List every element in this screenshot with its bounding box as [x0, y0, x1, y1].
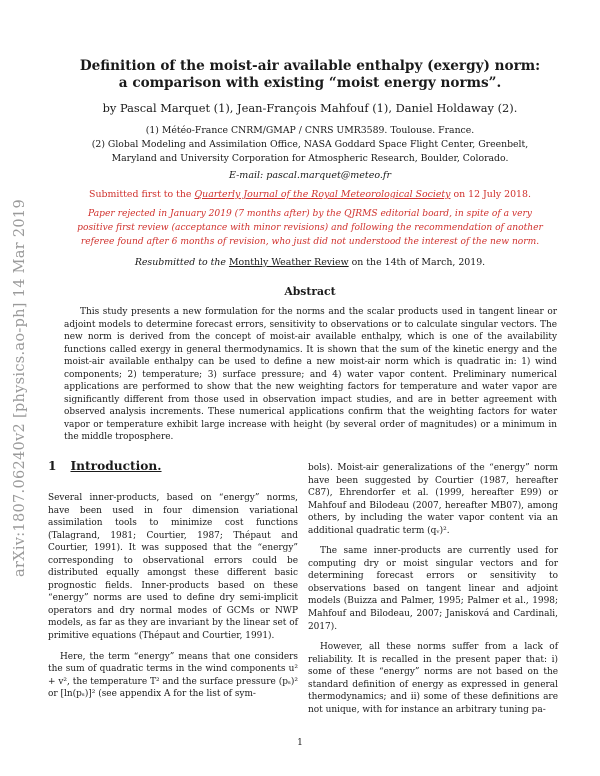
- section-title: Introduction.: [70, 459, 162, 473]
- journal-link-qjrms[interactable]: Quarterly Journal of the Royal Meteorological Society: [194, 189, 451, 200]
- section-heading: [48, 459, 162, 473]
- arxiv-identifier: arXiv:1807.06240v2 [physics.ao-ph] 14 Mar 2019: [12, 199, 28, 577]
- intro-paragraph-5: However, all these norms suffer from a lack of reliability. It is recalled in the present paper that: i) some of these “energy” norms are not based on the standard definition of energy as expressed in general thermodynamics; and ii) some of these definitions are not unique, with for instance an arbitrary tuning pa-: [308, 642, 558, 715]
- submission-note: [60, 189, 560, 200]
- abstract-text: This study presents a new formulation for the norms and the scalar products used in tangent linear or adjoint models to determine forecast errors, sensitivity to observations or to calculate singular vectors. The new norm is derived from the concept of moist-air available enthalpy, which is one of the availability functions called exergy in general thermodynamics. It is shown that the sum of the kinetic energy and the moist-air available enthalpy can be used to define a new moist-air norm which is quadratic in: 1) wind components; 2) temperature; 3) surface pressure; and 4) water vapor content. Preliminary numerical applications are performed to show that the new weighting factors for temperature and water vapor are significantly different from those used in observation impact studies, and are in better agreement with observed analysis increments. These numerical applications confirm that the weighting factors for water vapor or temperature exhibit large increase with height (by several order of magnitudes) or a minimum in the middle troposphere.: [64, 307, 557, 443]
- rejection-note-line-3: referee found after 6 months of revision, who just did not understood the interest of the new norm.: [80, 237, 540, 247]
- intro-paragraph-1: Several inner-products, based on “energy” norms, have been used in four dimension variational assimilation tools to minimize cost functions (Talagrand, 1981; Courtier, 1987; Thépaut and Courtier, 1991). It was supposed that the “energy” corresponding to observational errors could be distributed equally amongst these different basic prognostic fields. Inner-products based on these “energy” norms are used to define dry semi-implicit operators and dry normal modes of GCMs or NWP models, as far as they are invariant by the linear set of primitive equations (Thépaut and Courtier, 1991).: [48, 493, 298, 642]
- intro-paragraph-2: Here, the term “energy” means that one considers the sum of quadratic terms in the wind components u² + v², the temperature T² and the surface pressure (pₛ)² or [ln(pₛ)]² (see appendix A for the list of sym-: [48, 651, 298, 700]
- contact-email: E-mail: pascal.marquet@meteo.fr: [228, 170, 391, 181]
- section-number: 1: [48, 459, 57, 473]
- intro-paragraph-4: The same inner-products are currently used for computing dry or moist singular vectors and for determining forecast errors or sensitivity to observations based on tangent linear and adjoint models (Buizza and Palmer, 1995; Palmer et al., 1998; Mahfouf and Bilodeau, 2007; Janisková and Cardinali, 2017).: [308, 546, 558, 632]
- journal-link-mwr[interactable]: Monthly Weather Review: [228, 257, 349, 268]
- paper-title-line-1: Definition of the moist-air available enthalpy (exergy) norm:: [79, 58, 541, 74]
- abstract-heading: Abstract: [284, 285, 336, 298]
- resubmission-suffix: on the 14th of March, 2019.: [348, 257, 486, 268]
- rejection-note-line-1: Paper rejected in January 2019 (7 months after) by the QJRMS editorial board, in spite of a very: [88, 209, 532, 219]
- affiliation-1: (1) Météo-France CNRM/GMAP / CNRS UMR3589. Toulouse. France.: [145, 125, 475, 136]
- affiliation-2-line-2: Maryland and University Corporation for Atmospheric Research, Boulder, Colorado.: [111, 153, 509, 164]
- left-column: [48, 492, 298, 701]
- right-column: [308, 462, 558, 716]
- page-number: 1: [297, 738, 303, 748]
- resubmission-note: [60, 257, 560, 268]
- submission-prefix: Submitted first to the: [89, 189, 195, 200]
- resubmission-prefix: Resubmitted to the: [134, 257, 229, 268]
- rejection-note-line-2: positive first review (acceptance with minor revisions) and following the recommendation of another: [77, 223, 543, 233]
- author-list: by Pascal Marquet (1), Jean-François Mahfouf (1), Daniel Holdaway (2).: [102, 101, 518, 115]
- affiliation-2-line-1: (2) Global Modeling and Assimilation Office, NASA Goddard Space Flight Center, Greenbelt,: [91, 139, 529, 150]
- paper-title-line-2: a comparison with existing “moist energy norms”.: [118, 75, 502, 91]
- abstract-body: [64, 306, 557, 444]
- intro-paragraph-3: bols). Moist-air generalizations of the “energy” norm have been suggested by Courtier (1987, hereafter C87), Ehrendorfer et al. (1999, hereafter E99) or Mahfouf and Bilodeau (2007, hereafter MB07), among others, by including the water vapor content via an additional quadratic term (qᵥ)².: [308, 463, 558, 536]
- submission-suffix: on 12 July 2018.: [450, 189, 531, 200]
